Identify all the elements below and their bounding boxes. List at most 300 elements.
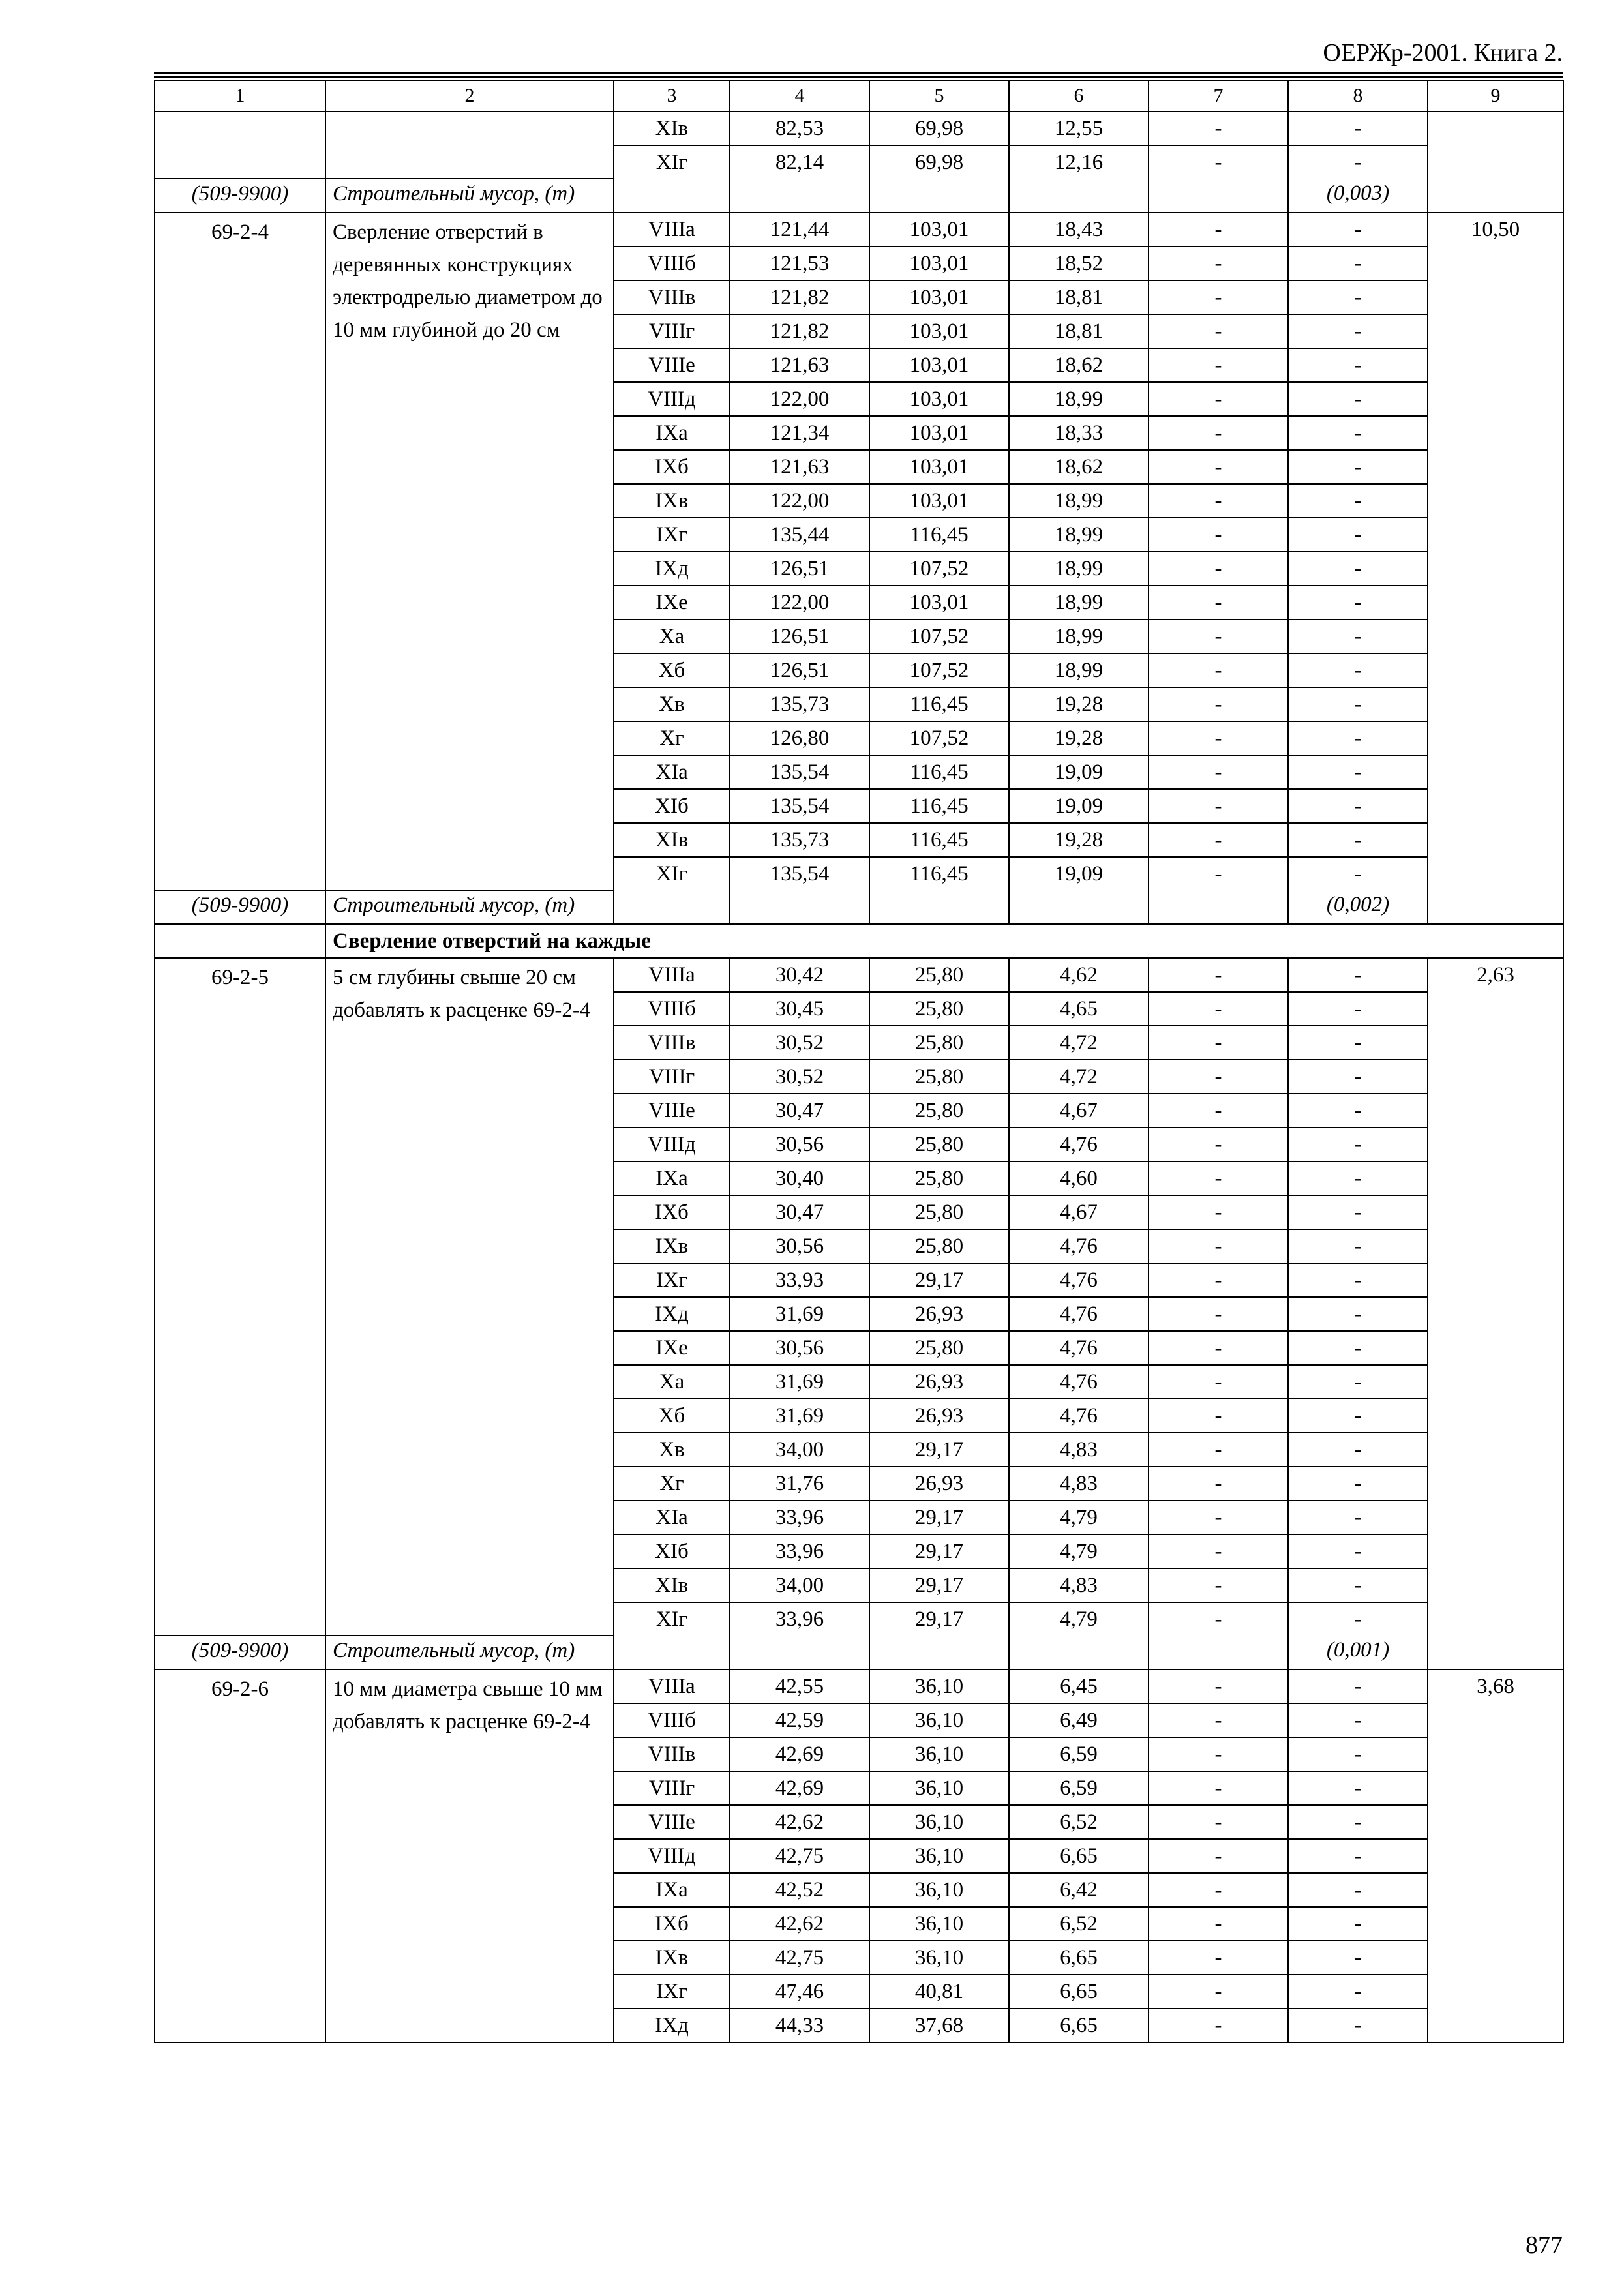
zone-cell: VIIIб (614, 992, 730, 1026)
direct-cost-cell: 30,42 (730, 958, 869, 992)
zone-cell: VIIIг (614, 1771, 730, 1805)
labor-cost-cell: 36,10 (869, 1805, 1009, 1839)
header-rule (154, 72, 1563, 74)
machine-cost-cell: 18,99 (1009, 484, 1149, 518)
direct-cost-cell: 33,96 (730, 1602, 869, 1636)
zone-cell: VIIIв (614, 1737, 730, 1771)
zone-cell: IXа (614, 416, 730, 450)
waste-row (155, 1636, 1563, 1669)
materials-cost-cell: - (1288, 823, 1428, 857)
labor-hours-cell: 3,68 (1428, 1669, 1563, 2042)
materials-cost-cell: - (1288, 1737, 1428, 1771)
direct-cost-cell: 121,53 (730, 247, 869, 280)
direct-cost-cell: 33,96 (730, 1534, 869, 1568)
direct-cost-cell: 30,56 (730, 1331, 869, 1365)
incl-driver-wage-cell: - (1149, 1399, 1288, 1433)
zone-cell: IXд (614, 552, 730, 586)
materials-cost-cell: - (1288, 348, 1428, 382)
materials-cost-cell: - (1288, 1602, 1428, 1636)
incl-driver-wage-cell: - (1149, 1771, 1288, 1805)
incl-driver-wage-cell: - (1149, 552, 1288, 586)
incl-driver-wage-cell: - (1149, 687, 1288, 721)
zone-cell: IXд (614, 1297, 730, 1331)
machine-cost-cell: 4,83 (1009, 1433, 1149, 1467)
column-number-cell: 6 (1009, 80, 1149, 112)
labor-cost-cell: 29,17 (869, 1568, 1009, 1602)
rate-code-cell: 69-2-4 (155, 213, 325, 890)
machine-cost-cell: 19,28 (1009, 721, 1149, 755)
labor-cost-cell: 116,45 (869, 687, 1009, 721)
rate-code-cell: 69-2-6 (155, 1669, 325, 2042)
zone-cell: VIIIб (614, 1703, 730, 1737)
column-number-cell: 1 (155, 80, 325, 112)
machine-cost-cell: 6,59 (1009, 1737, 1149, 1771)
zone-cell: IXд (614, 2009, 730, 2042)
machine-cost-cell: 19,09 (1009, 755, 1149, 789)
materials-cost-cell: - (1288, 687, 1428, 721)
materials-cost-cell: - (1288, 1128, 1428, 1161)
waste-label-cell: Строительный мусор, (т) (325, 1636, 614, 1669)
machine-cost-cell: 18,62 (1009, 348, 1149, 382)
materials-cost-cell: - (1288, 1907, 1428, 1941)
direct-cost-cell: 33,93 (730, 1263, 869, 1297)
machine-cost-cell: 4,79 (1009, 1501, 1149, 1534)
direct-cost-cell: 135,73 (730, 687, 869, 721)
direct-cost-cell: 33,96 (730, 1501, 869, 1534)
empty-cell (1149, 179, 1288, 213)
empty-cell (1009, 179, 1149, 213)
materials-cost-cell: - (1288, 1975, 1428, 2009)
machine-cost-cell: 19,28 (1009, 687, 1149, 721)
direct-cost-cell: 30,52 (730, 1060, 869, 1094)
materials-cost-cell: - (1288, 992, 1428, 1026)
machine-cost-cell: 4,60 (1009, 1161, 1149, 1195)
zone-cell: XIа (614, 755, 730, 789)
labor-cost-cell: 36,10 (869, 1737, 1009, 1771)
machine-cost-cell: 4,76 (1009, 1399, 1149, 1433)
materials-cost-cell: - (1288, 1331, 1428, 1365)
labor-cost-cell: 107,52 (869, 721, 1009, 755)
incl-driver-wage-cell: - (1149, 1297, 1288, 1331)
labor-cost-cell: 25,80 (869, 1331, 1009, 1365)
incl-driver-wage-cell: - (1149, 1365, 1288, 1399)
incl-driver-wage-cell: - (1149, 1941, 1288, 1975)
zone-cell: IXа (614, 1161, 730, 1195)
waste-value-cell: (0,001) (1288, 1636, 1428, 1669)
labor-cost-cell: 25,80 (869, 1094, 1009, 1128)
waste-code-cell: (509-9900) (155, 890, 325, 924)
empty-cell (730, 1636, 869, 1669)
materials-cost-cell: - (1288, 620, 1428, 653)
machine-cost-cell: 18,99 (1009, 518, 1149, 552)
machine-cost-cell: 6,65 (1009, 1975, 1149, 2009)
incl-driver-wage-cell: - (1149, 1331, 1288, 1365)
zone-cell: Xа (614, 1365, 730, 1399)
document-header: ОЕРЖр-2001. Книга 2. (1323, 39, 1563, 67)
materials-cost-cell: - (1288, 1839, 1428, 1873)
zone-cell: XIв (614, 823, 730, 857)
materials-cost-cell: - (1288, 1703, 1428, 1737)
incl-driver-wage-cell: - (1149, 1026, 1288, 1060)
labor-cost-cell: 25,80 (869, 992, 1009, 1026)
waste-label-cell: Строительный мусор, (т) (325, 890, 614, 924)
machine-cost-cell: 4,65 (1009, 992, 1149, 1026)
incl-driver-wage-cell: - (1149, 145, 1288, 179)
labor-cost-cell: 29,17 (869, 1501, 1009, 1534)
incl-driver-wage-cell: - (1149, 1467, 1288, 1501)
labor-cost-cell: 26,93 (869, 1399, 1009, 1433)
labor-cost-cell: 25,80 (869, 1128, 1009, 1161)
waste-label-cell: Строительный мусор, (т) (325, 179, 614, 213)
materials-cost-cell: - (1288, 1297, 1428, 1331)
materials-cost-cell: - (1288, 2009, 1428, 2042)
labor-cost-cell: 103,01 (869, 348, 1009, 382)
incl-driver-wage-cell: - (1149, 450, 1288, 484)
incl-driver-wage-cell: - (1149, 518, 1288, 552)
machine-cost-cell: 6,65 (1009, 1839, 1149, 1873)
direct-cost-cell: 30,56 (730, 1128, 869, 1161)
materials-cost-cell: - (1288, 1263, 1428, 1297)
labor-cost-cell: 107,52 (869, 653, 1009, 687)
empty-cell (1009, 1636, 1149, 1669)
labor-cost-cell: 36,10 (869, 1941, 1009, 1975)
direct-cost-cell: 31,69 (730, 1365, 869, 1399)
materials-cost-cell: - (1288, 1467, 1428, 1501)
rates-table (154, 80, 1564, 2043)
direct-cost-cell: 121,63 (730, 348, 869, 382)
direct-cost-cell: 135,54 (730, 755, 869, 789)
machine-cost-cell: 18,62 (1009, 450, 1149, 484)
work-description-cell: 5 см глубины свыше 20 см добавлять к расценке 69-2-4 (325, 958, 614, 1636)
labor-cost-cell: 116,45 (869, 518, 1009, 552)
labor-cost-cell: 29,17 (869, 1263, 1009, 1297)
direct-cost-cell: 42,69 (730, 1771, 869, 1805)
table-row (155, 958, 1563, 992)
direct-cost-cell: 135,54 (730, 857, 869, 890)
labor-cost-cell: 36,10 (869, 1703, 1009, 1737)
machine-cost-cell: 19,28 (1009, 823, 1149, 857)
machine-cost-cell: 6,52 (1009, 1805, 1149, 1839)
incl-driver-wage-cell: - (1149, 1161, 1288, 1195)
direct-cost-cell: 34,00 (730, 1568, 869, 1602)
empty-cell (869, 1636, 1009, 1669)
waste-code-cell: (509-9900) (155, 1636, 325, 1669)
materials-cost-cell: - (1288, 1805, 1428, 1839)
zone-cell: VIIIа (614, 958, 730, 992)
zone-cell: Xв (614, 687, 730, 721)
labor-cost-cell: 29,17 (869, 1534, 1009, 1568)
labor-cost-cell: 36,10 (869, 1839, 1009, 1873)
labor-cost-cell: 29,17 (869, 1433, 1009, 1467)
zone-cell: IXв (614, 1941, 730, 1975)
materials-cost-cell: - (1288, 958, 1428, 992)
zone-cell: VIIIд (614, 1128, 730, 1161)
materials-cost-cell: - (1288, 1094, 1428, 1128)
materials-cost-cell: - (1288, 1229, 1428, 1263)
materials-cost-cell: - (1288, 1568, 1428, 1602)
materials-cost-cell: - (1288, 552, 1428, 586)
incl-driver-wage-cell: - (1149, 1433, 1288, 1467)
materials-cost-cell: - (1288, 314, 1428, 348)
labor-cost-cell: 103,01 (869, 484, 1009, 518)
labor-cost-cell: 103,01 (869, 213, 1009, 247)
machine-cost-cell: 4,67 (1009, 1094, 1149, 1128)
direct-cost-cell: 122,00 (730, 382, 869, 416)
zone-cell: XIв (614, 1568, 730, 1602)
labor-cost-cell: 25,80 (869, 1161, 1009, 1195)
materials-cost-cell: - (1288, 280, 1428, 314)
machine-cost-cell: 18,99 (1009, 382, 1149, 416)
materials-cost-cell: - (1288, 653, 1428, 687)
materials-cost-cell: - (1288, 1534, 1428, 1568)
zone-cell: VIIIа (614, 213, 730, 247)
labor-cost-cell: 103,01 (869, 314, 1009, 348)
direct-cost-cell: 47,46 (730, 1975, 869, 2009)
incl-driver-wage-cell: - (1149, 789, 1288, 823)
work-description-cell: 10 мм диаметра свыше 10 мм добавлять к расценке 69-2-4 (325, 1669, 614, 2042)
labor-cost-cell: 36,10 (869, 1771, 1009, 1805)
column-number-cell: 7 (1149, 80, 1288, 112)
labor-cost-cell: 116,45 (869, 857, 1009, 890)
labor-cost-cell: 116,45 (869, 789, 1009, 823)
direct-cost-cell: 135,54 (730, 789, 869, 823)
direct-cost-cell: 30,40 (730, 1161, 869, 1195)
labor-cost-cell: 25,80 (869, 1229, 1009, 1263)
zone-cell: IXб (614, 1907, 730, 1941)
incl-driver-wage-cell: - (1149, 1669, 1288, 1703)
materials-cost-cell: - (1288, 1941, 1428, 1975)
incl-driver-wage-cell: - (1149, 1737, 1288, 1771)
section-title: Сверление отверстий на каждые (325, 924, 1563, 958)
materials-cost-cell: - (1288, 721, 1428, 755)
labor-cost-cell: 25,80 (869, 1026, 1009, 1060)
materials-cost-cell: - (1288, 1433, 1428, 1467)
incl-driver-wage-cell: - (1149, 755, 1288, 789)
zone-cell: XIв (614, 112, 730, 145)
direct-cost-cell: 31,69 (730, 1399, 869, 1433)
labor-cost-cell: 69,98 (869, 145, 1009, 179)
machine-cost-cell: 18,81 (1009, 280, 1149, 314)
incl-driver-wage-cell: - (1149, 382, 1288, 416)
incl-driver-wage-cell: - (1149, 348, 1288, 382)
machine-cost-cell: 4,72 (1009, 1060, 1149, 1094)
column-number-cell: 5 (869, 80, 1009, 112)
materials-cost-cell: - (1288, 145, 1428, 179)
column-number-cell: 3 (614, 80, 730, 112)
labor-cost-cell: 107,52 (869, 552, 1009, 586)
direct-cost-cell: 42,62 (730, 1907, 869, 1941)
table-row (155, 112, 1563, 145)
materials-cost-cell: - (1288, 1026, 1428, 1060)
incl-driver-wage-cell: - (1149, 1839, 1288, 1873)
direct-cost-cell: 42,59 (730, 1703, 869, 1737)
incl-driver-wage-cell: - (1149, 1873, 1288, 1907)
machine-cost-cell: 18,52 (1009, 247, 1149, 280)
materials-cost-cell: - (1288, 1060, 1428, 1094)
labor-cost-cell: 25,80 (869, 1060, 1009, 1094)
direct-cost-cell: 42,62 (730, 1805, 869, 1839)
zone-cell: Xб (614, 1399, 730, 1433)
incl-driver-wage-cell: - (1149, 112, 1288, 145)
materials-cost-cell: - (1288, 1161, 1428, 1195)
zone-cell: IXв (614, 1229, 730, 1263)
machine-cost-cell: 4,83 (1009, 1568, 1149, 1602)
zone-cell: Xб (614, 653, 730, 687)
machine-cost-cell: 4,76 (1009, 1365, 1149, 1399)
labor-cost-cell: 103,01 (869, 450, 1009, 484)
incl-driver-wage-cell: - (1149, 1568, 1288, 1602)
materials-cost-cell: - (1288, 1771, 1428, 1805)
zone-cell: IXв (614, 484, 730, 518)
materials-cost-cell: - (1288, 1195, 1428, 1229)
zone-cell: Xг (614, 1467, 730, 1501)
zone-cell: XIб (614, 1534, 730, 1568)
zone-cell: XIг (614, 145, 730, 179)
empty-cell (1149, 890, 1288, 924)
zone-cell: Xг (614, 721, 730, 755)
empty-cell (614, 1636, 730, 1669)
incl-driver-wage-cell: - (1149, 721, 1288, 755)
direct-cost-cell: 135,73 (730, 823, 869, 857)
direct-cost-cell: 135,44 (730, 518, 869, 552)
zone-cell: VIIIг (614, 314, 730, 348)
empty-cell (869, 179, 1009, 213)
work-description-cell: Сверление отверстий в деревянных конструкциях электродрелью диаметром до 10 мм глубиной до 20 см (325, 213, 614, 890)
incl-driver-wage-cell: - (1149, 1975, 1288, 2009)
column-number-cell: 4 (730, 80, 869, 112)
zone-cell: VIIIв (614, 1026, 730, 1060)
incl-driver-wage-cell: - (1149, 958, 1288, 992)
machine-cost-cell: 6,59 (1009, 1771, 1149, 1805)
machine-cost-cell: 6,45 (1009, 1669, 1149, 1703)
materials-cost-cell: - (1288, 484, 1428, 518)
incl-driver-wage-cell: - (1149, 1805, 1288, 1839)
direct-cost-cell: 34,00 (730, 1433, 869, 1467)
machine-cost-cell: 19,09 (1009, 857, 1149, 890)
machine-cost-cell: 18,99 (1009, 552, 1149, 586)
zone-cell: VIIIб (614, 247, 730, 280)
incl-driver-wage-cell: - (1149, 314, 1288, 348)
zone-cell: VIIIд (614, 1839, 730, 1873)
zone-cell: VIIIе (614, 1094, 730, 1128)
empty-cell (155, 924, 325, 958)
labor-cost-cell: 25,80 (869, 958, 1009, 992)
machine-cost-cell: 18,99 (1009, 653, 1149, 687)
column-number-cell: 8 (1288, 80, 1428, 112)
direct-cost-cell: 121,44 (730, 213, 869, 247)
direct-cost-cell: 126,51 (730, 620, 869, 653)
incl-driver-wage-cell: - (1149, 1094, 1288, 1128)
zone-cell: IXа (614, 1873, 730, 1907)
materials-cost-cell: - (1288, 247, 1428, 280)
empty-cell (614, 890, 730, 924)
labor-cost-cell: 36,10 (869, 1907, 1009, 1941)
direct-cost-cell: 44,33 (730, 2009, 869, 2042)
machine-cost-cell: 6,65 (1009, 2009, 1149, 2042)
incl-driver-wage-cell: - (1149, 653, 1288, 687)
waste-value-cell: (0,003) (1288, 179, 1428, 213)
labor-cost-cell: 116,45 (869, 755, 1009, 789)
machine-cost-cell: 4,67 (1009, 1195, 1149, 1229)
incl-driver-wage-cell: - (1149, 857, 1288, 890)
machine-cost-cell: 4,76 (1009, 1263, 1149, 1297)
labor-cost-cell: 36,10 (869, 1669, 1009, 1703)
zone-cell: IXг (614, 1263, 730, 1297)
direct-cost-cell: 30,45 (730, 992, 869, 1026)
incl-driver-wage-cell: - (1149, 1602, 1288, 1636)
materials-cost-cell: - (1288, 1365, 1428, 1399)
labor-cost-cell: 116,45 (869, 823, 1009, 857)
machine-cost-cell: 6,42 (1009, 1873, 1149, 1907)
empty-cell (614, 179, 730, 213)
table-row (155, 213, 1563, 247)
direct-cost-cell: 126,51 (730, 653, 869, 687)
incl-driver-wage-cell: - (1149, 2009, 1288, 2042)
direct-cost-cell: 121,63 (730, 450, 869, 484)
direct-cost-cell: 121,82 (730, 280, 869, 314)
labor-cost-cell: 103,01 (869, 247, 1009, 280)
incl-driver-wage-cell: - (1149, 1534, 1288, 1568)
materials-cost-cell: - (1288, 213, 1428, 247)
zone-cell: IXг (614, 1975, 730, 2009)
machine-cost-cell: 12,16 (1009, 145, 1149, 179)
incl-driver-wage-cell: - (1149, 1128, 1288, 1161)
machine-cost-cell: 6,65 (1009, 1941, 1149, 1975)
zone-cell: VIIIв (614, 280, 730, 314)
machine-cost-cell: 4,79 (1009, 1534, 1149, 1568)
direct-cost-cell: 30,47 (730, 1094, 869, 1128)
materials-cost-cell: - (1288, 1873, 1428, 1907)
materials-cost-cell: - (1288, 518, 1428, 552)
machine-cost-cell: 18,99 (1009, 586, 1149, 620)
work-description-cell (325, 112, 614, 179)
column-number-cell: 2 (325, 80, 614, 112)
waste-code-cell: (509-9900) (155, 179, 325, 213)
machine-cost-cell: 18,99 (1009, 620, 1149, 653)
labor-cost-cell: 103,01 (869, 586, 1009, 620)
zone-cell: XIа (614, 1501, 730, 1534)
labor-cost-cell: 103,01 (869, 416, 1009, 450)
materials-cost-cell: - (1288, 112, 1428, 145)
zone-cell: XIг (614, 1602, 730, 1636)
materials-cost-cell: - (1288, 450, 1428, 484)
zone-cell: IXе (614, 1331, 730, 1365)
direct-cost-cell: 126,51 (730, 552, 869, 586)
incl-driver-wage-cell: - (1149, 1263, 1288, 1297)
column-number-cell: 9 (1428, 80, 1563, 112)
incl-driver-wage-cell: - (1149, 247, 1288, 280)
labor-cost-cell: 25,80 (869, 1195, 1009, 1229)
labor-cost-cell: 36,10 (869, 1873, 1009, 1907)
incl-driver-wage-cell: - (1149, 1195, 1288, 1229)
labor-cost-cell: 103,01 (869, 280, 1009, 314)
labor-cost-cell: 26,93 (869, 1297, 1009, 1331)
labor-cost-cell: 37,68 (869, 2009, 1009, 2042)
direct-cost-cell: 42,69 (730, 1737, 869, 1771)
direct-cost-cell: 42,75 (730, 1941, 869, 1975)
materials-cost-cell: - (1288, 857, 1428, 890)
direct-cost-cell: 31,69 (730, 1297, 869, 1331)
direct-cost-cell: 42,75 (730, 1839, 869, 1873)
incl-driver-wage-cell: - (1149, 484, 1288, 518)
materials-cost-cell: - (1288, 789, 1428, 823)
zone-cell: IXе (614, 586, 730, 620)
direct-cost-cell: 82,53 (730, 112, 869, 145)
direct-cost-cell: 31,76 (730, 1467, 869, 1501)
zone-cell: Xа (614, 620, 730, 653)
rate-code-cell: 69-2-5 (155, 958, 325, 1636)
waste-value-cell: (0,002) (1288, 890, 1428, 924)
